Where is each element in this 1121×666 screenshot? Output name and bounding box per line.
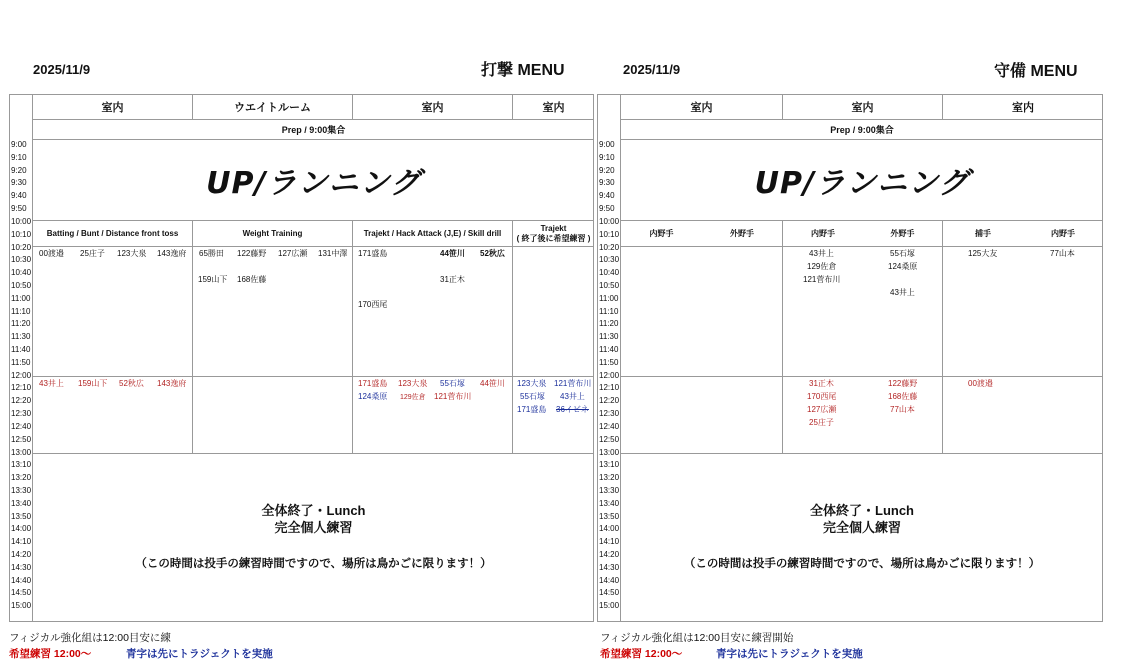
time-label: 15:00 [599,601,620,611]
player-name: 00渡邉 [39,249,64,258]
time-label: 14:40 [11,575,32,585]
footer-physical-note: フィジカル強化組は12:00目安に練習開始 [600,632,794,644]
player-name: 31正木 [809,379,834,388]
section-trajekt-extra [513,221,594,246]
time-label: 9:00 [599,140,615,149]
lunch-label: 全体終了・Lunch [810,503,914,519]
player-name: 131中澤 [318,249,348,258]
time-label: 11:30 [11,332,31,342]
time-label: 10:50 [11,280,32,290]
time-label: 10:00 [11,216,32,226]
pitcher-time-note: （この時間は投手の練習時間ですので、場所は鳥かごに限ります！） [135,558,492,570]
time-label: 12:40 [11,421,32,431]
player-name: 77山本 [890,405,915,414]
time-label: 12:00 [599,370,620,380]
time-label: 9:30 [599,178,615,188]
time-label: 9:20 [599,165,615,175]
footer-blue-note: 青字は先にトラジェクトを実施 [126,648,273,660]
time-label: 11:10 [599,306,619,316]
time-label: 11:00 [599,293,619,303]
footer-blue-note: 青字は先にトラジェクトを実施 [716,648,863,660]
player-name: 31正木 [440,275,465,284]
time-label: 14:10 [599,537,620,547]
time-label: 12:00 [11,370,32,380]
left-date: 2025/11/9 [33,62,91,77]
section-weight: Weight Training [242,228,303,238]
player-name: 123大泉 [117,249,147,258]
section-trajekt-label: Trajekt [540,224,567,234]
pitcher-time-note: （この時間は投手の練習時間ですので、場所は鳥かごに限ります！） [683,558,1041,570]
time-label: 9:20 [11,165,27,175]
position-catcher: 捕手 [975,228,991,238]
time-label: 9:30 [11,178,27,188]
player-name: 159山下 [198,275,228,284]
time-label: 13:00 [11,447,32,457]
time-label: 14:20 [599,550,620,559]
left-menu-title: 打撃 MENU [481,62,565,79]
lunch-label: 全体終了・Lunch [261,503,366,519]
player-name: 127広瀬 [278,249,308,258]
header-room-1: 室内 [101,102,124,114]
time-label: 12:30 [11,409,32,419]
position-outfield: 外野手 [730,228,754,238]
player-name: 170西尾 [807,392,837,401]
player-name: 168佐藤 [237,275,267,284]
player-name: 170西尾 [358,300,388,309]
player-name: 77山本 [1050,249,1075,258]
right-date: 2025/11/9 [623,62,681,77]
time-label: 11:00 [11,293,31,303]
header-room-4: 室内 [542,102,565,114]
section-trajekt-hack: Trajekt / Hack Attack (J,E) / Skill drill [363,228,502,238]
time-label: 13:40 [11,498,32,508]
time-label: 15:00 [11,601,32,611]
individual-practice-label: 完全個人練習 [274,520,353,535]
player-name: 43井上 [560,392,585,401]
player-name: 143逸府 [157,249,187,258]
time-label: 14:30 [599,562,620,572]
time-label: 11:50 [599,357,619,367]
time-label: 12:50 [11,434,32,444]
time-label: 12:50 [599,434,620,444]
time-label: 12:40 [599,421,620,431]
player-name: 121菅布川 [803,275,841,284]
time-label: 11:40 [11,345,31,354]
time-label: 9:10 [599,152,615,162]
player-name: 55石塚 [520,392,545,401]
time-label: 10:10 [11,229,32,239]
time-label: 9:10 [11,152,27,162]
time-label: 13:50 [11,511,32,521]
time-label: 10:40 [11,268,32,278]
position-infield: 内野手 [811,228,835,238]
player-name: 43井上 [39,379,64,388]
time-label: 13:10 [11,460,32,470]
time-label: 13:40 [599,498,620,508]
header-room-3: 室内 [421,102,444,114]
warmup-running-title: UP/ランニング [206,166,421,201]
fielding-schedule-table [597,94,1103,622]
time-label: 9:40 [599,191,615,201]
time-label: 11:10 [11,306,31,316]
section-batting: Batting / Bunt / Distance front toss [46,228,179,238]
player-name: 143逸府 [157,379,187,388]
time-label: 9:00 [11,140,27,149]
header-room-2: 室内 [851,102,874,114]
warmup-running-title: UP/ランニング [754,166,970,201]
player-name: 171盛島 [517,405,547,414]
player-name: 171盛島 [358,249,388,258]
player-name: 25庄子 [80,249,105,258]
prep-label: Prep / 9:00集合 [830,125,894,135]
time-label: 14:00 [11,524,32,534]
time-label: 10:00 [599,216,620,226]
time-label: 11:50 [11,357,31,367]
player-name: 44笹川 [480,379,505,388]
player-name: 122藤野 [237,249,267,258]
player-name: 171盛島 [358,379,388,388]
time-label: 12:10 [599,383,620,393]
time-label: 11:20 [11,319,31,329]
time-label: 10:20 [599,242,620,252]
time-column [598,139,620,613]
player-name-struck: 36イビネ [556,405,589,414]
time-label: 14:50 [599,588,620,598]
player-name: 43井上 [890,288,915,297]
time-label: 10:20 [11,242,32,252]
player-name: 65勝田 [199,249,224,258]
time-label: 14:00 [599,524,620,534]
lunch-block [33,500,594,540]
time-label: 14:30 [11,562,32,572]
time-label: 9:50 [599,204,615,214]
position-infield: 内野手 [1051,228,1075,238]
player-name: 168佐藤 [888,392,918,401]
header-room-3: 室内 [1012,102,1034,114]
batting-schedule-table [9,94,594,622]
time-label: 14:20 [11,550,32,559]
time-label: 9:50 [11,204,27,214]
time-label: 13:20 [11,473,32,483]
time-label: 13:30 [11,485,32,495]
player-name: 123大泉 [517,379,547,388]
time-label: 11:40 [599,345,619,354]
time-label: 13:10 [599,460,620,470]
time-label: 12:20 [11,396,32,406]
time-label: 10:30 [599,255,620,265]
position-outfield: 外野手 [890,228,915,238]
player-name: 124桑原 [358,392,388,401]
time-label: 13:20 [599,473,620,483]
header-room-1: 室内 [690,102,713,114]
time-label: 10:50 [599,280,620,290]
time-label: 12:20 [599,396,620,406]
player-name: 122藤野 [888,379,918,388]
time-label: 10:40 [599,268,620,278]
player-name: 44笹川 [440,249,465,258]
prep-label: Prep / 9:00集合 [281,125,346,135]
time-label: 10:30 [11,255,32,265]
player-name: 159山下 [78,379,108,388]
time-label: 10:10 [599,229,620,239]
player-name: 00渡邉 [968,379,993,388]
footer-physical-note: フィジカル強化組は12:00目安に練 [9,632,171,644]
time-label: 14:10 [11,537,32,547]
footer-optional-practice: 希望練習 12:00〜 [600,648,683,660]
player-name: 127広瀬 [807,405,837,414]
footer-optional-practice: 希望練習 12:00〜 [9,648,92,660]
player-name: 123大泉 [398,379,428,388]
time-label: 13:30 [599,485,620,495]
time-label: 12:30 [599,409,620,419]
player-name: 124桑原 [888,262,918,271]
position-infield: 内野手 [649,228,674,238]
lunch-block [621,500,1103,540]
player-name: 121菅布川 [554,379,592,388]
header-room-2: ウエイトルーム [234,102,311,114]
player-name: 52秋広 [480,249,505,258]
player-name: 55石塚 [440,379,465,388]
player-name: 55石塚 [890,249,915,258]
time-label: 14:40 [599,575,620,585]
right-menu-title: 守備 MENU [994,63,1078,80]
time-label: 13:00 [599,447,620,457]
player-name: 129佐倉 [807,262,837,271]
time-label: 11:30 [599,332,619,342]
player-name: 125大友 [968,249,998,258]
player-name: 129佐倉 [400,394,426,401]
time-label: 12:10 [11,383,32,393]
time-label: 13:50 [599,511,620,521]
time-label: 11:20 [599,319,619,329]
time-label: 14:50 [11,588,32,598]
player-name: 25庄子 [809,418,834,427]
time-label: 9:40 [11,191,27,201]
player-name: 121菅布川 [434,392,472,401]
section-trajekt-sub: ( 終了後に希望練習 ) [516,233,591,243]
player-name: 43井上 [809,249,834,258]
individual-practice-label: 完全個人練習 [822,520,901,535]
time-column [10,139,32,613]
player-name: 52秋広 [119,379,144,388]
